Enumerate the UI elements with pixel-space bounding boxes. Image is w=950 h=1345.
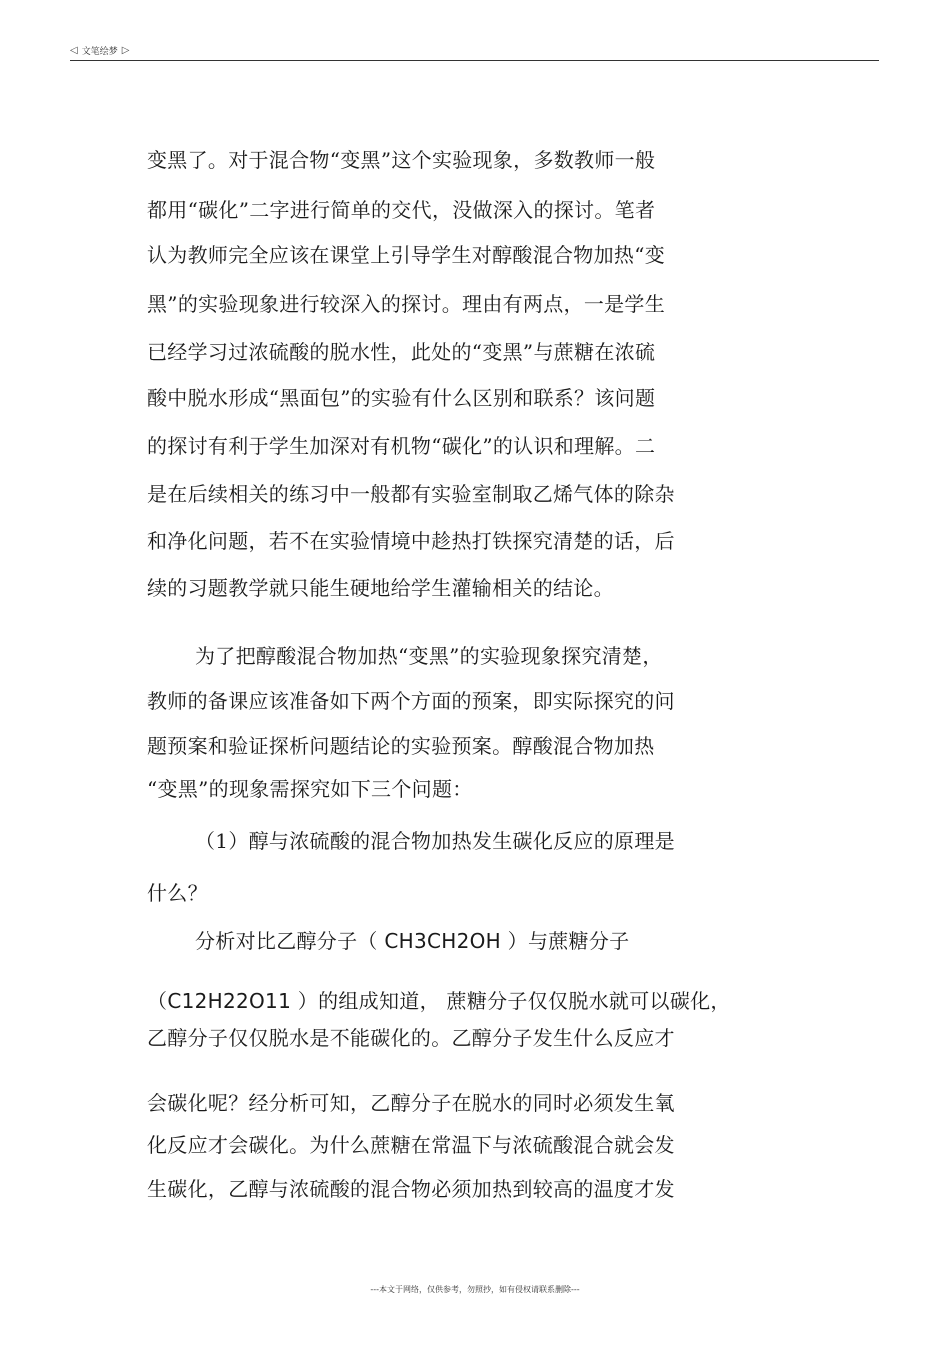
text-line: 乙醇分子仅仅脱水是不能碳化的。乙醇分子发生什么反应才 (147, 1026, 675, 1050)
text-line: 什么？ (147, 881, 208, 905)
formula-text-after: ）的组成知道， 蔗糖分子仅仅脱水就可以碳化， (291, 989, 731, 1013)
text-line: 是在后续相关的练习中一般都有实验室制取乙烯气体的除杂 (147, 482, 675, 506)
text-line: 认为教师完全应该在课堂上引导学生对醇酸混合物加热“变 (147, 243, 666, 267)
formula-text-before: 分析对比乙醇分子（ (195, 929, 385, 953)
right-triangle-icon: ▷ (121, 45, 130, 56)
text-line: 会碳化呢？经分析可知，乙醇分子在脱水的同时必须发生氧 (147, 1091, 675, 1115)
sucrose-formula: C12H22O11 (167, 989, 292, 1013)
text-line: “变黑”的现象需探究如下三个问题： (147, 777, 473, 801)
text-line: 和净化问题，若不在实验情境中趁热打铁探究清楚的话，后 (147, 529, 675, 553)
text-line: 变黑了。对于混合物“变黑”这个实验现象，多数教师一般 (147, 148, 656, 172)
formula-text-after: ）与蔗糖分子 (501, 929, 630, 953)
text-line: 都用“碳化”二字进行简单的交代，没做深入的探讨。笔者 (147, 198, 656, 222)
page-header (70, 44, 129, 57)
text-line: 黑”的实验现象进行较深入的探讨。理由有两点，一是学生 (147, 292, 666, 316)
text-line: 酸中脱水形成“黑面包”的实验有什么区别和联系？该问题 (147, 386, 656, 410)
formula-text-before: （ (147, 989, 168, 1013)
text-line: 教师的备课应该准备如下两个方面的预案，即实际探究的问 (147, 689, 675, 713)
page-footer: ---本文于网络，仅供参考，勿照抄，如有侵权请联系删除--- (370, 1285, 580, 1294)
question-line: （1）醇与浓硫酸的混合物加热发生碳化反应的原理是 (195, 829, 675, 853)
ethanol-formula: CH3CH2OH (384, 929, 501, 953)
left-triangle-icon: ◁ (70, 45, 78, 56)
text-line: 生碳化，乙醇与浓硫酸的混合物必须加热到较高的温度才发 (147, 1177, 675, 1201)
text-line: 已经学习过浓硫酸的脱水性，此处的“变黑”与蔗糖在浓硫 (147, 340, 656, 364)
text-line: 化反应才会碳化。为什么蔗糖在常温下与浓硫酸混合就会发 (147, 1133, 675, 1157)
formula-line (147, 989, 731, 1013)
header-divider (70, 60, 879, 61)
paragraph-start-line: 为了把醇酸混合物加热“变黑”的实验现象探究清楚， (195, 644, 663, 668)
text-line: 题预案和验证探析问题结论的实验预案。醇酸混合物加热 (147, 734, 655, 758)
header-title: 文笔绘梦 (81, 47, 118, 57)
text-line: 续的习题教学就只能生硬地给学生灌输相关的结论。 (147, 576, 614, 600)
text-line: 的探讨有利于学生加深对有机物“碳化”的认识和理解。二 (147, 434, 656, 458)
formula-line (195, 929, 629, 953)
